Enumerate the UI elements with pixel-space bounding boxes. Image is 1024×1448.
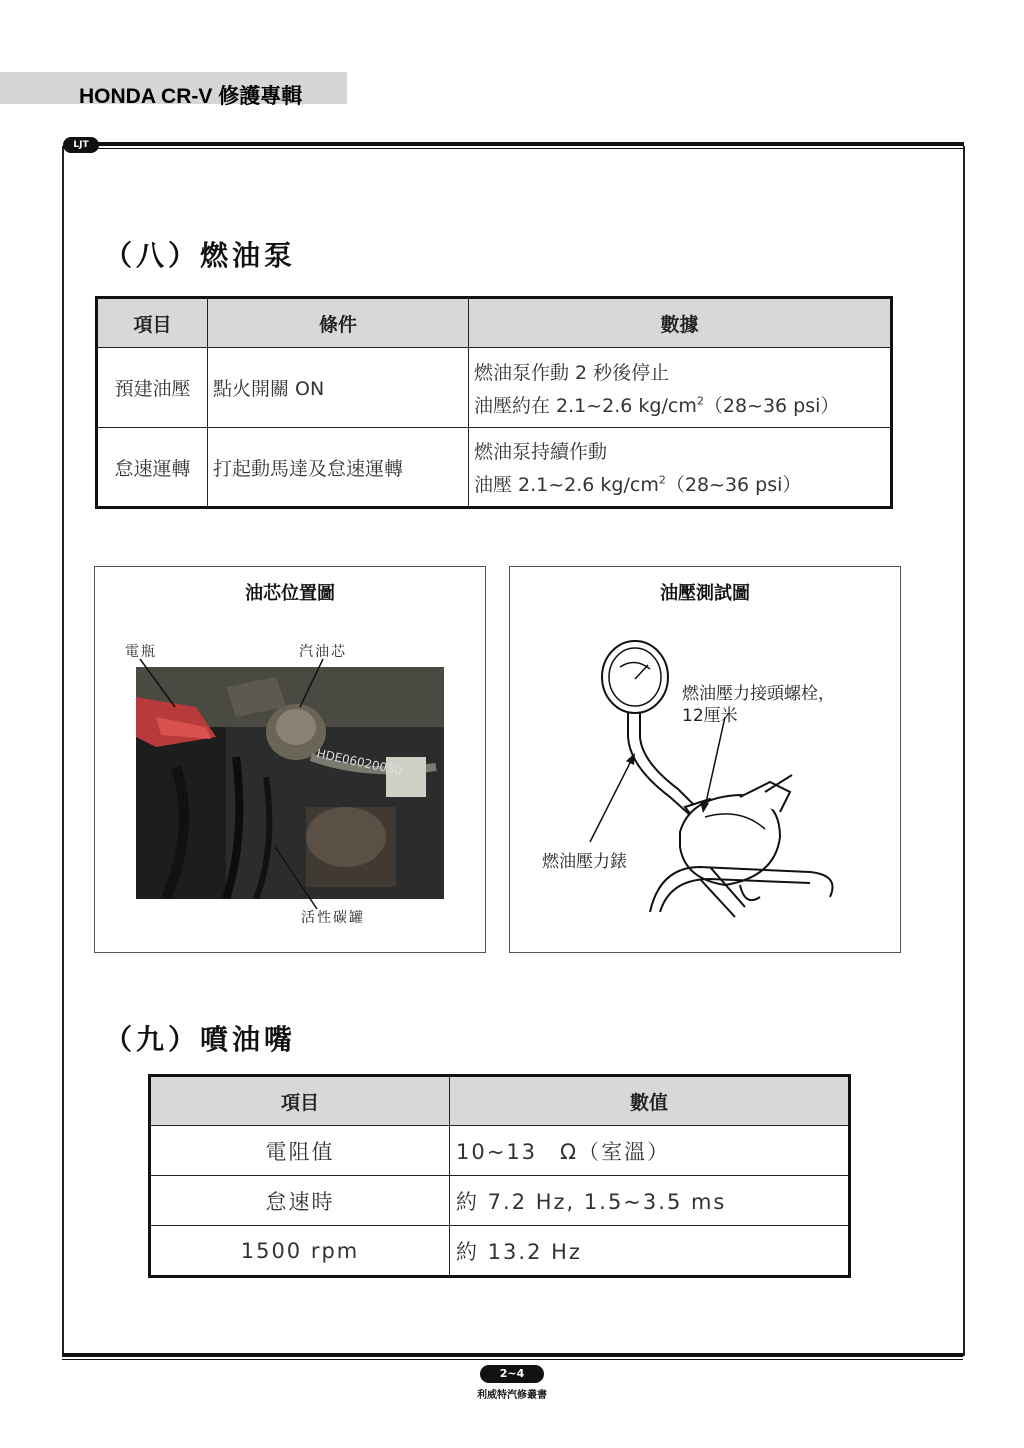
cell-condition: 打起動馬達及怠速運轉	[208, 428, 469, 508]
pressure-test-diagram	[510, 567, 900, 952]
top-rule-thin	[72, 148, 964, 149]
bottom-rule	[62, 1353, 963, 1357]
label-bolt-line2: 12厘米	[682, 706, 738, 726]
data-line	[474, 391, 885, 418]
cell-item: 怠速時	[150, 1176, 450, 1226]
publisher-logo: LJT	[63, 137, 99, 153]
cell-data	[469, 428, 892, 508]
header-condition: 條件	[208, 298, 469, 348]
pressure-text: 油壓 2.1~2.6 kg/cm	[474, 474, 659, 496]
label-bolt-line1: 燃油壓力接頭螺栓，	[682, 684, 835, 704]
bottom-rule-thin	[62, 1359, 963, 1360]
table-row	[150, 1126, 850, 1176]
section-heading-fuel-pump: （八）燃油泵	[104, 239, 297, 272]
table-row	[97, 428, 892, 508]
header-item: 項目	[150, 1076, 450, 1126]
photo-watermark: HDE06020030	[315, 746, 404, 779]
cell-value: 10~13 Ω（室溫）	[450, 1126, 850, 1176]
injector-table	[148, 1074, 851, 1278]
table-row	[150, 1226, 850, 1277]
psi-text: （28~36 psi）	[703, 394, 840, 417]
label-battery: 電瓶	[125, 644, 157, 660]
header-value: 數值	[450, 1076, 850, 1126]
page-number: 2~4	[480, 1365, 544, 1383]
leader-lines	[95, 567, 485, 952]
figure-title: 油芯位置圖	[245, 583, 335, 604]
unit-exponent: 2	[658, 473, 666, 487]
label-pressure-gauge: 燃油壓力錶	[542, 852, 627, 872]
table-row	[97, 348, 892, 428]
data-line: 燃油泵持續作動	[474, 441, 608, 463]
label-charcoal-canister: 活性碳罐	[301, 910, 365, 926]
section-heading-injector: （九）噴油嘴	[104, 1023, 297, 1056]
psi-text: （28~36 psi）	[665, 474, 802, 496]
cell-data	[469, 348, 892, 428]
cell-condition: 點火開關 ON	[208, 348, 469, 428]
document-title: HONDA CR-V 修護專輯	[79, 85, 303, 108]
pressure-text: 油壓約在 2.1~2.6 kg/cm	[474, 394, 697, 417]
cell-item: 預建油壓	[97, 348, 208, 428]
figure-pressure-test	[509, 566, 901, 953]
figure-filter-location	[94, 566, 486, 953]
data-line: 燃油泵作動 2 秒後停止	[474, 361, 670, 384]
publisher-name: 利威特汽修叢書	[477, 1390, 547, 1401]
cell-item: 1500 rpm	[150, 1226, 450, 1277]
unit-exponent: 2	[696, 394, 704, 408]
label-fuel-filter: 汽油芯	[299, 644, 347, 660]
header-data: 數據	[469, 298, 892, 348]
cell-item: 怠速運轉	[97, 428, 208, 508]
top-rule	[72, 142, 964, 146]
fuel-pump-table	[95, 296, 893, 509]
header-item: 項目	[97, 298, 208, 348]
data-line	[474, 470, 885, 497]
cell-item: 電阻值	[150, 1126, 450, 1176]
table-row	[150, 1176, 850, 1226]
cell-value: 約 7.2 Hz, 1.5~3.5 ms	[450, 1176, 850, 1226]
figure-title: 油壓測試圖	[660, 583, 750, 604]
cell-value: 約 13.2 Hz	[450, 1226, 850, 1277]
